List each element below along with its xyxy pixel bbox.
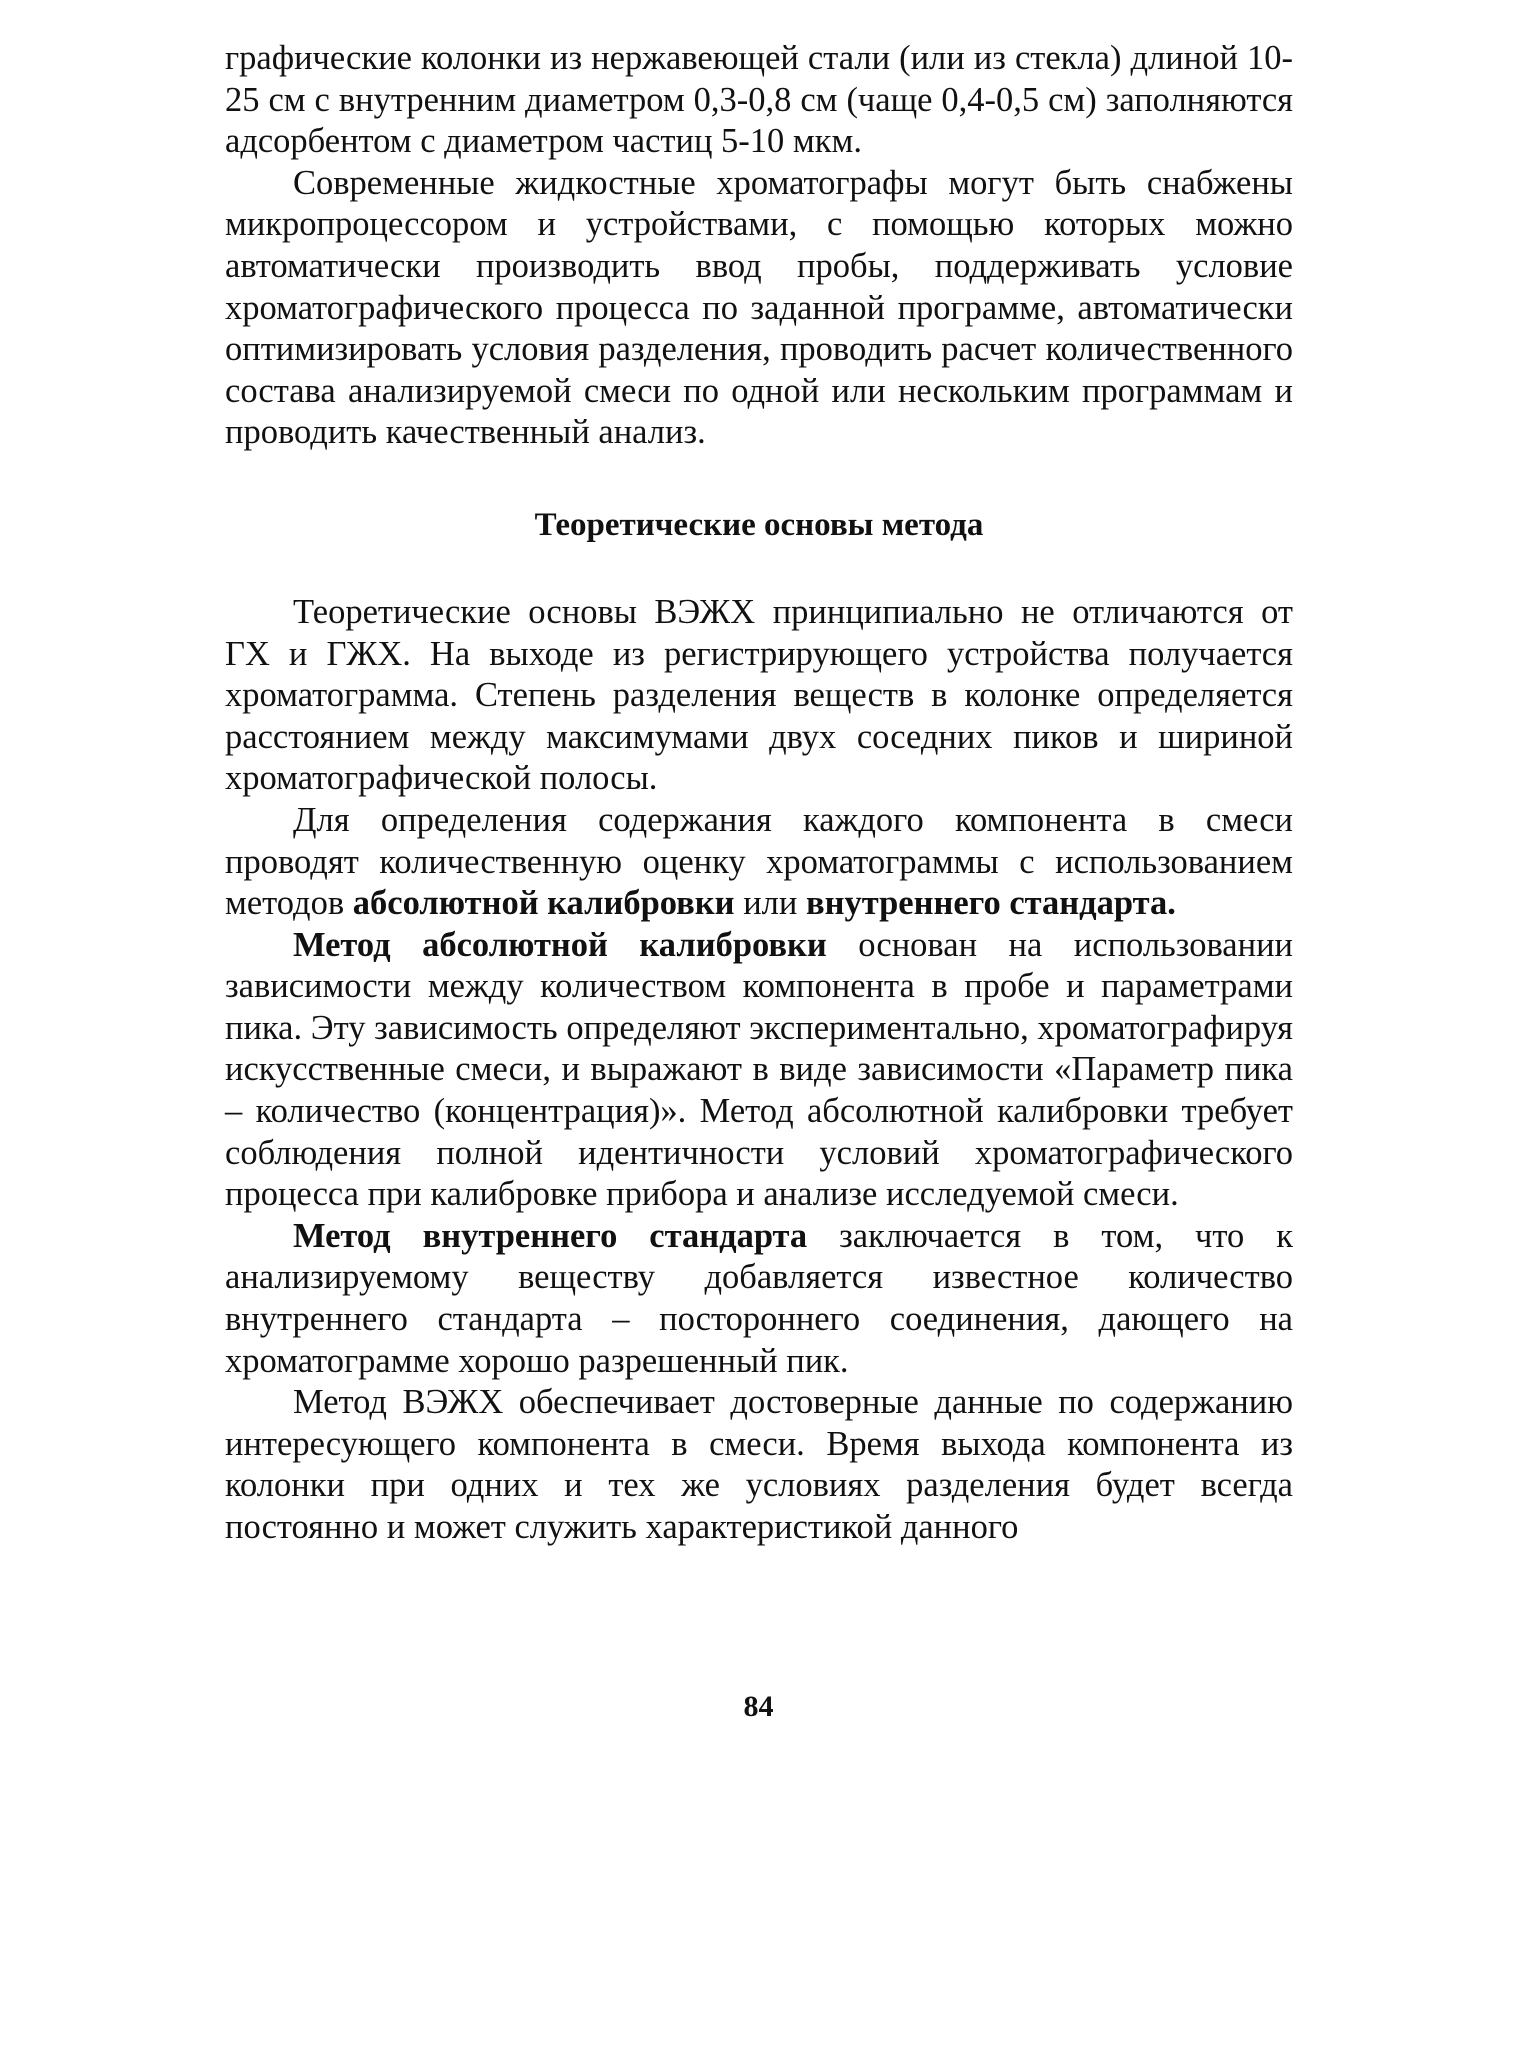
page-body (225, 38, 1293, 1549)
paragraph-2: Современные жидкостные хроматографы могут быть снабжены микропроцессором и устройствами, с помощью которых можно автоматически производить ввод пробы, поддерживать условие хроматографического процесса по заданной программе, автоматически оптимизировать условия разделения, проводить расчет количественного состава анализируемой смеси по одной или нескольким программам и проводить качественный анализ. (225, 163, 1293, 452)
paragraph-4-text-3: . (1167, 884, 1176, 923)
paragraph-5-bold: Метод абсолютной калибровки (293, 925, 827, 964)
paragraph-1: графические колонки из нержавеющей стали (или из стекла) длиной 10-25 см с внутренним диаметром 0,3-0,8 см (чаще 0,4-0,5 см) заполняются адсорбентом с диаметром частиц 5-10 мкм. (225, 39, 1293, 161)
paragraph-4-text-2: или (734, 884, 806, 923)
paragraph-6-bold: Метод внутреннего стандарта (293, 1216, 808, 1255)
paragraph-5 (225, 925, 1293, 1216)
page-number: 84 (743, 1690, 774, 1723)
paragraph-6 (225, 1216, 1293, 1382)
paragraph-4-bold-1: абсолютной калибровки (352, 884, 735, 923)
paragraph-3: Теоретические основы ВЭЖХ принципиально не отличаются от ГХ и ГЖХ. На выходе из регистрирующего устройства получается хроматограмма. Степень разделения веществ в колонке определяется расстоянием между максимумами двух соседних пиков и шириной хроматографической полосы. (225, 592, 1293, 798)
paragraph-6-text: заключается в том, что к анализируемому веществу добавляется известное количество внутреннего стандарта – постороннего соединения, дающего на хроматограмме хорошо разрешенный пик. (225, 1216, 1293, 1380)
paragraph-5-text: основан на использовании зависимости между количеством компонента в пробе и параметрами пика. Эту зависимость определяют экспериментально, хроматографируя искусственные смеси, и выражают в виде зависимости «Параметр пика – количество (концентрация)». Метод абсолютной калибровки требует соблюдения полной идентичности условий хроматографического процесса при калибровке прибора и анализе исследуемой смеси. (225, 925, 1293, 1214)
section-heading: Теоретические основы метода (534, 506, 984, 543)
paragraph-7: Метод ВЭЖХ обеспечивает достоверные данные по содержанию интересующего компонента в смеси. Время выхода компонента из колонки при одних и тех же условиях разделения будет всегда постоянно и может служить характеристикой данного (225, 1383, 1293, 1546)
paragraph-4 (225, 800, 1293, 925)
paragraph-4-bold-2: внутреннего стандарта (805, 884, 1168, 923)
paragraph-4-text-1: Для определения содержания каждого компонента в смеси проводят количественную оценку хроматограммы с использованием методов (225, 800, 1293, 923)
